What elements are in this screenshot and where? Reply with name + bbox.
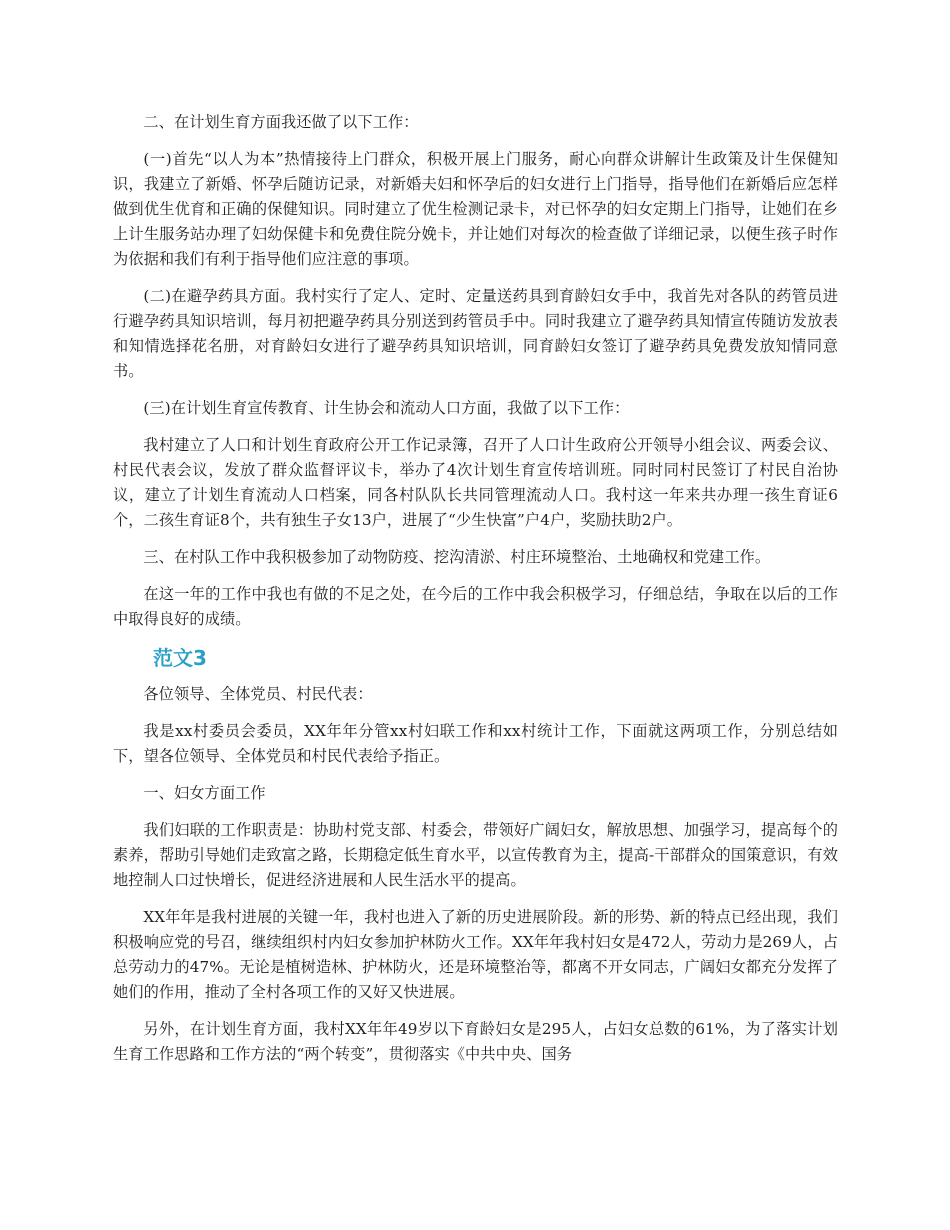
- paragraph-salutation: 各位领导、全体党员、村民代表：: [143, 685, 373, 703]
- paragraph-women-work-heading: 一、妇女方面工作: [143, 784, 266, 802]
- paragraph-family-planning: 另外，在计划生育方面，我村XX年年49岁以下育龄妇女是295人，占妇女总数的61%，为了落实计划生育工作思路和工作方法的“两个转变”，贯彻落实《中共中央、国务: [113, 1020, 838, 1063]
- paragraph-section-two-heading: 二、在计划生育方面我还做了以下工作：: [143, 113, 419, 131]
- paragraph-village-records: 我村建立了人口和计划生育政府公开工作记录簿，召开了人口计生政府公开领导小组会议、两委会议、村民代表会议，发放了群众监督评议卡，举办了4次计划生育宣传培训班。同时同村民签订了村民自治协议，建立了计划生育流动人口档案，同各村队队长共同管理流动人口。我村这一年来共办理一孩生育证6个，二孩生育证8个，共有独生子女13户，进展了“少生快富”户4户，奖励扶助2户。: [113, 436, 838, 529]
- paragraph-item-three: (三)在计划生育宣传教育、计生协会和流动人口方面，我做了以下工作：: [143, 399, 630, 417]
- paragraph-item-two: (二)在避孕药具方面。我村实行了定人、定时、定量送药具到育龄妇女手中，我首先对各队的药管员进行避孕药具知识培训，每月初把避孕药具分别送到药管员手中。同时我建立了避孕药具知情宣传随访发放表和知情选择花名册，对育龄妇女进行了避孕药具知识培训，同育龄妇女签订了避孕药具免费发放知情同意书。: [113, 287, 838, 380]
- paragraph-conclusion: 在这一年的工作中我也有做的不足之处，在今后的工作中我会积极学习，仔细总结，争取在以后的工作中取得良好的成绩。: [113, 585, 838, 628]
- paragraph-womens-federation-duties: 我们妇联的工作职责是：协助村党支部、村委会，带领好广阔妇女，解放思想、加强学习，提高每个的素养，帮助引导她们走致富之路，长期稳定低生育水平，以宣传教育为主，提高-干部群众的国策意识，有效地控制人口过快增长，促进经济进展和人民生活水平的提高。: [113, 821, 838, 889]
- document-page: [113, 110, 838, 1079]
- paragraph-item-one: (一)首先“以人为本”热情接待上门群众，积极开展上门服务，耐心向群众讲解计生政策及计生保健知识，我建立了新婚、怀孕后随访记录，对新婚夫妇和怀孕后的妇女进行上门指导，指导他们在新婚后应怎样做到优生优育和正确的保健知识。同时建立了优生检测记录卡，对已怀孕的妇女定期上门指导，让她们在乡上计生服务站办理了妇幼保健卡和免费住院分娩卡，并让她们对每次的检查做了详细记录，以便生孩子时作为依据和我们有利于指导他们应注意的事项。: [113, 150, 838, 268]
- paragraph-introduction: 我是xx村委员会委员，XX年年分管xx村妇联工作和xx村统计工作，下面就这两项工作，分别总结如下，望各位领导、全体党员和村民代表给予指正。: [113, 722, 838, 765]
- paragraph-section-three: 三、在村队工作中我积极参加了动物防疫、挖沟清淤、村庄环境整治、土地确权和党建工作。: [143, 548, 771, 566]
- section-heading-sample-3: 范文3: [153, 646, 207, 670]
- paragraph-key-year: XX年年是我村进展的关键一年，我村也进入了新的历史进展阶段。新的形势、新的特点已经出现，我们积极响应党的号召，继续组织村内妇女参加护林防火工作。XX年年我村妇女是472人，劳动力是269人，占总劳动力的47%。无论是植树造林、护林防火，还是环境整治等，都离不开女同志，广阔妇女都充分发挥了她们的作用，推动了全村各项工作的又好又快进展。: [113, 908, 838, 1001]
